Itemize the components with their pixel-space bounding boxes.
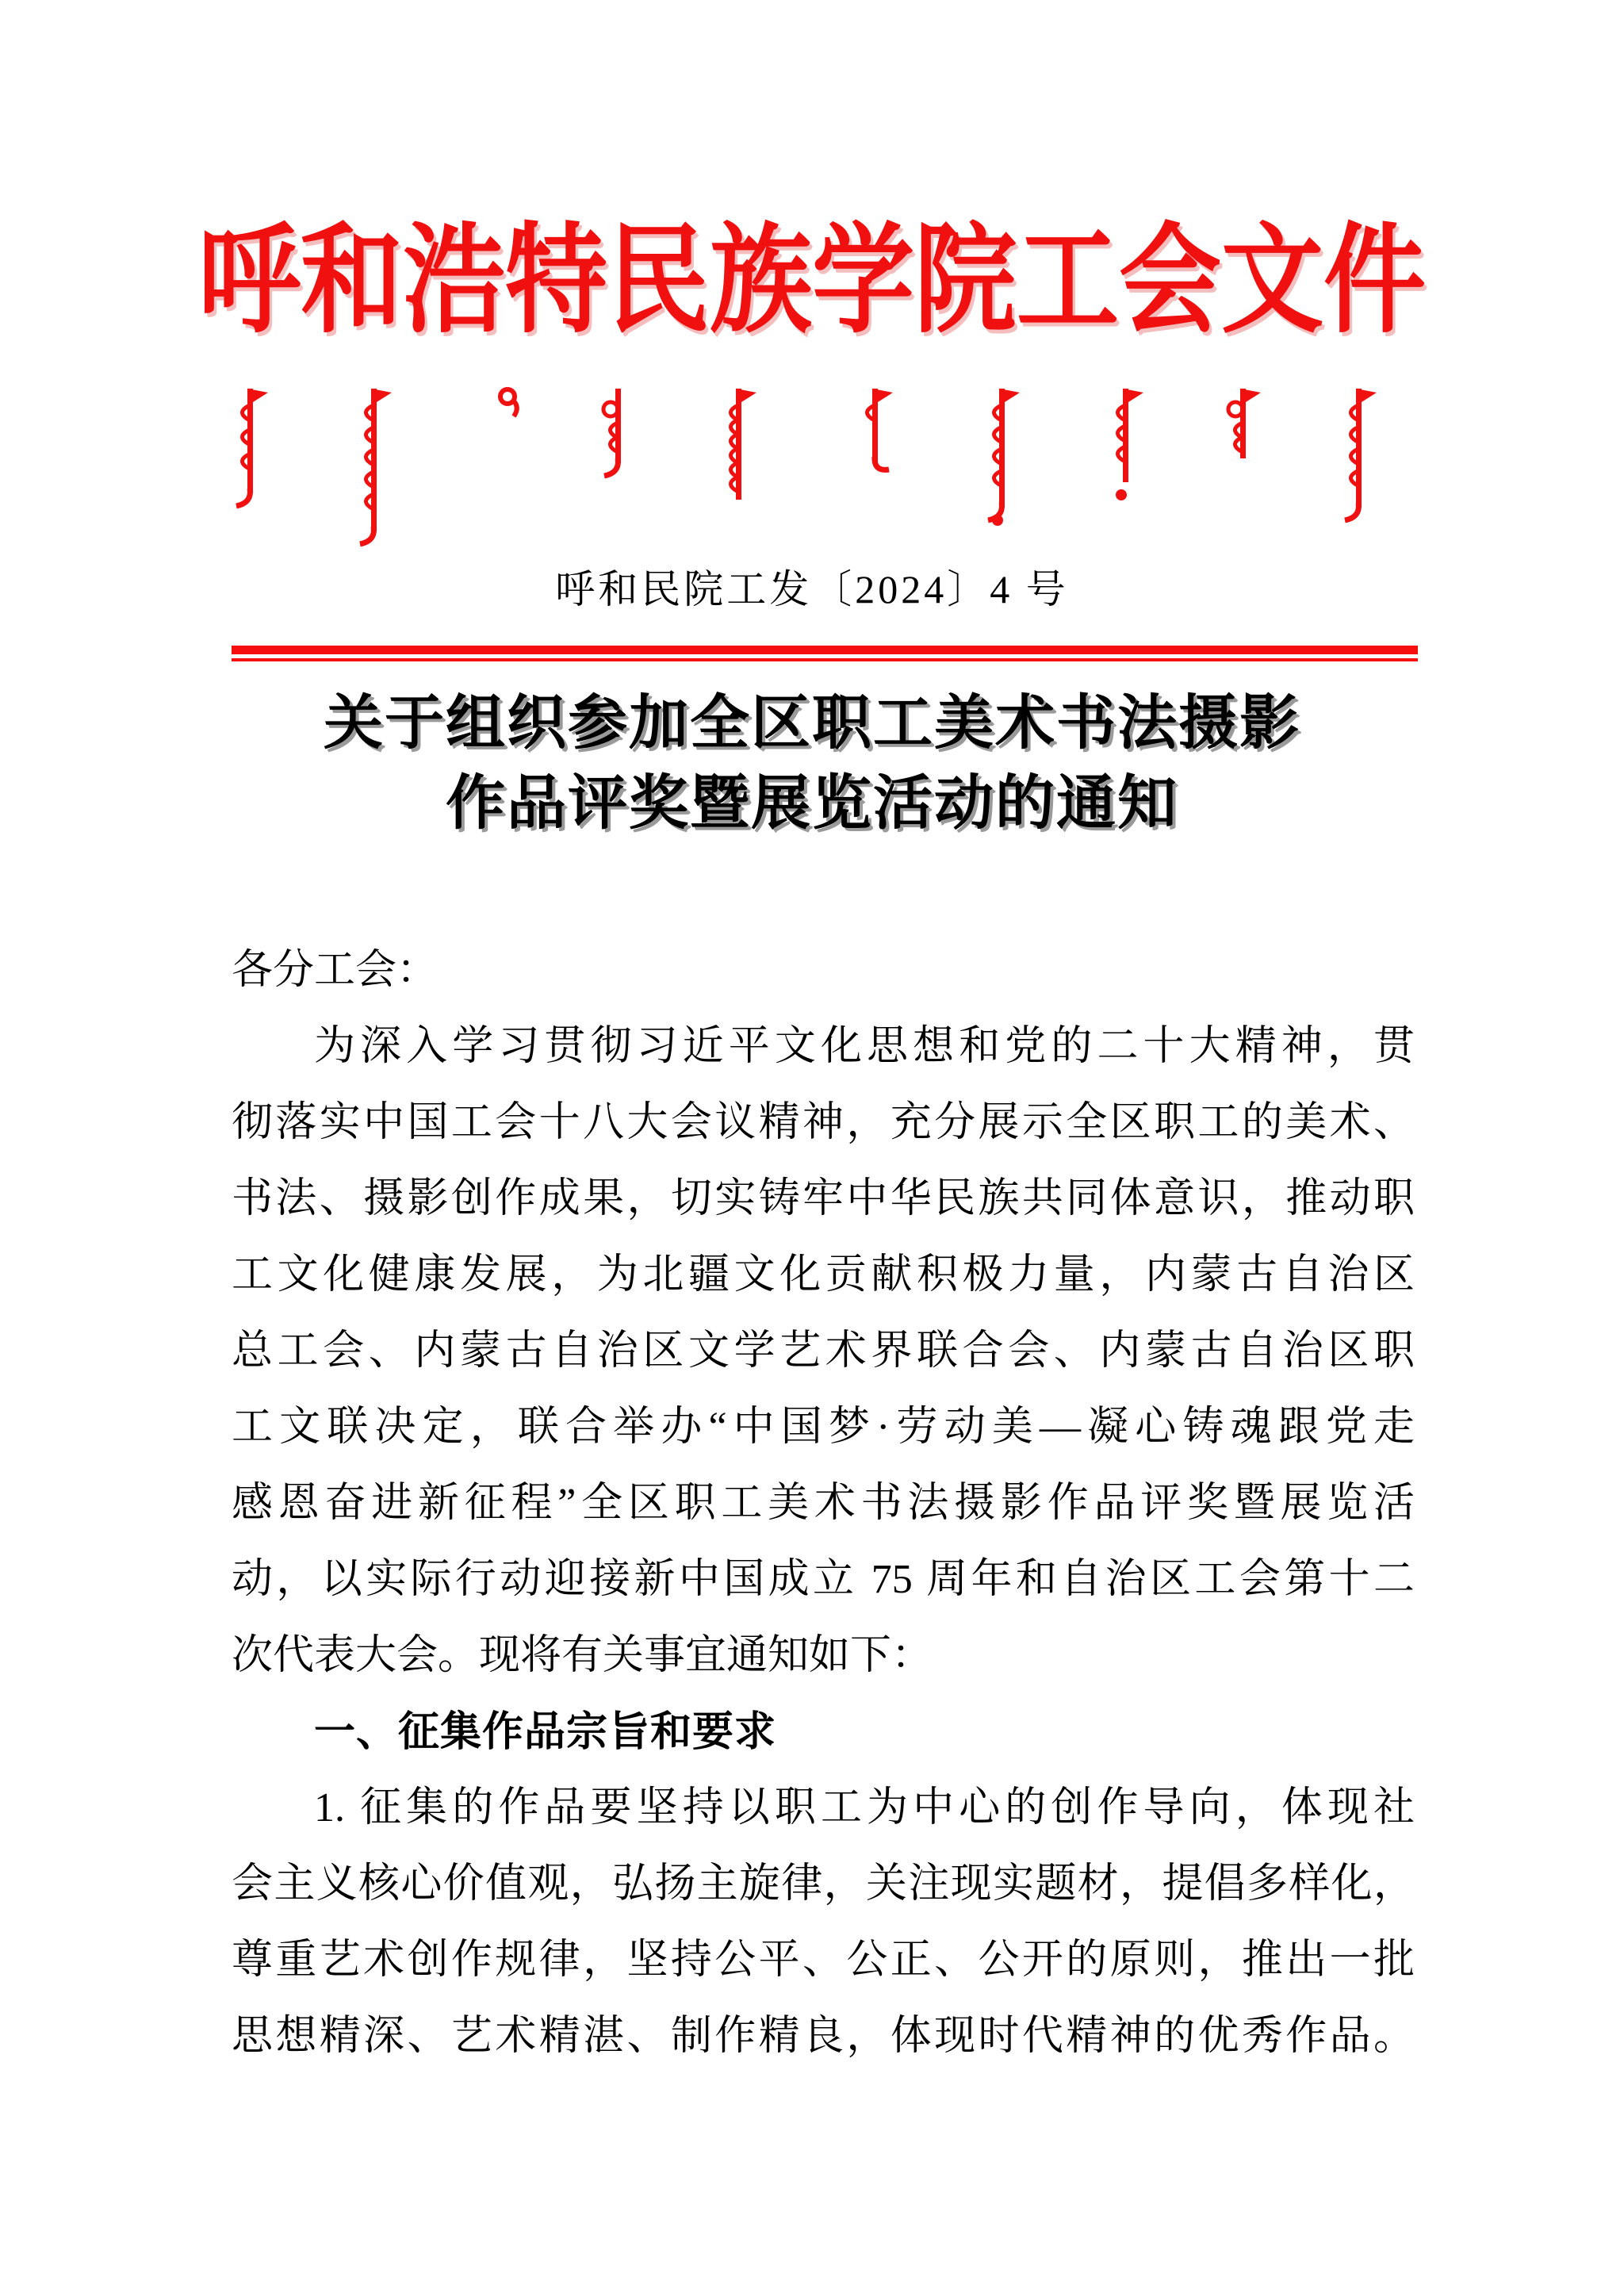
red-rule-thick [232,646,1418,654]
section-heading: 一、征集作品宗旨和要求 [314,1709,777,1755]
document-number: 呼和民院工发〔2024〕4 号 [555,567,1069,611]
body-line: 总工会、内蒙古自治区文学艺术界联合会、内蒙古自治区职 [232,1328,1415,1374]
body-line: 感恩奋进新征程”全区职工美术书法摄影作品评奖暨展览活 [232,1481,1415,1526]
masthead-title-text: 呼和浩特民族学院工会文件 [197,216,1426,347]
document-title-line1: 关于组织参加全区职工美术书法摄影 [323,691,1300,757]
mongolian-word [488,385,536,436]
body-line: 工文化健康发展，为北疆文化贡献积极力量，内蒙古自治区 [232,1252,1415,1297]
mongolian-word [355,385,403,555]
mongolian-script-banner [0,385,1624,569]
red-separator-rule [232,646,1418,661]
mongolian-word [983,385,1031,531]
body-line: 为深入学习贯彻习近平文化思想和党的二十大精神，贯 [314,1024,1415,1069]
mongolian-word [1224,385,1272,482]
document-title [0,684,1624,844]
mongolian-word [1107,385,1155,506]
mongolian-word [856,385,904,485]
body-line: 1. 征集的作品要坚持以职工为中心的创作导向，体现社 [314,1785,1415,1830]
body-line: 工文联决定，联合举办“中国梦·劳动美—凝心铸魂跟党走 [232,1405,1415,1450]
body-line: 思想精深、艺术精湛、制作精良，体现时代精神的优秀作品。 [232,2014,1415,2059]
body-line: 会主义核心价值观，弘扬主旋律，关注现实题材，提倡多样化， [232,1861,1415,1907]
body-line: 尊重艺术创作规律，坚持公平、公正、公开的原则，推出一批 [232,1938,1415,1983]
body-line: 各分工会： [232,948,439,993]
body-line: 动，以实际行动迎接新中国成立 75 周年和自治区工会第十二 [232,1557,1415,1602]
mongolian-word [599,385,647,487]
document-title-line2: 作品评奖暨展览活动的通知 [445,771,1178,837]
body-line: 次代表大会。现将有关事宜通知如下： [232,1633,933,1678]
body-line: 彻落实中国工会十八大会议精神，充分展示全区职工的美术、 [232,1100,1415,1145]
document-body [232,933,1415,2075]
mongolian-word [232,385,279,517]
mongolian-word [1340,385,1388,531]
body-line: 书法、摄影创作成果，切实铸牢中华民族共同体意识，推动职 [232,1176,1415,1221]
masthead-title [0,216,1624,347]
red-rule-thin [232,658,1418,661]
mongolian-word [720,385,768,523]
